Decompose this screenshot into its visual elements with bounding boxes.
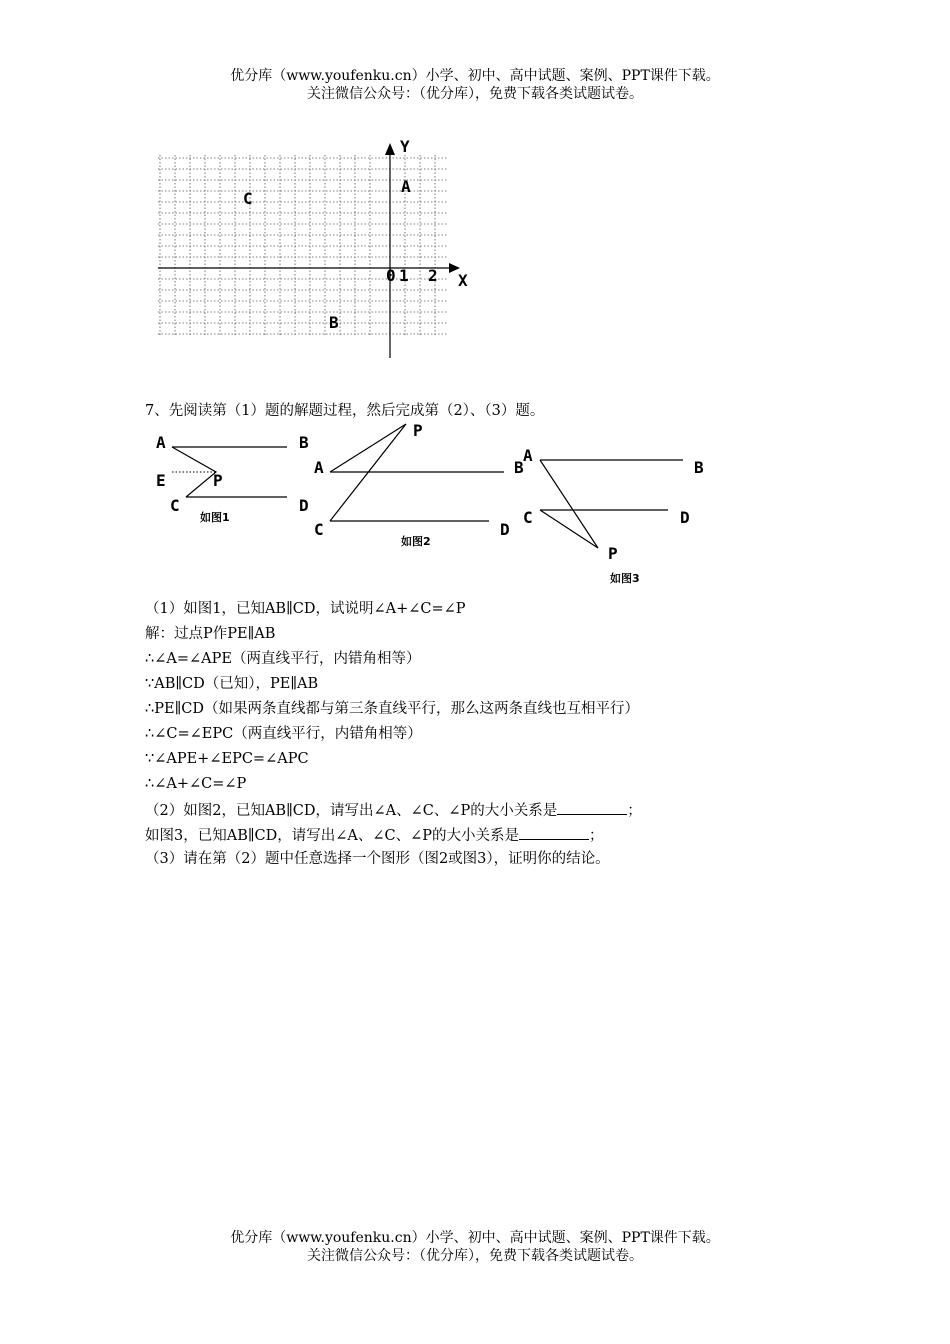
fig1-caption: 如图1 xyxy=(200,511,230,524)
end-mark-2: ； xyxy=(589,828,604,844)
question-2-fig3-line xyxy=(145,825,604,845)
solution-line-4: ∵AB∥CD（已知），PE∥AB xyxy=(145,676,319,692)
footer-line-2: 关注微信公众号：（优分库），免费下载各类试题试卷。 xyxy=(307,1248,643,1264)
header-line-2: 关注微信公众号：（优分库），免费下载各类试题试卷。 xyxy=(307,86,643,102)
fig2-label-d: D xyxy=(500,520,510,539)
solution-line-6: ∴∠C=∠EPC（两直线平行，内错角相等） xyxy=(145,726,422,742)
fig1-label-e: E xyxy=(156,471,166,490)
fig2-caption: 如图2 xyxy=(401,535,431,548)
header-line-1: 优分库（www.youfenku.cn）小学、初中、高中试题、案例、PPT课件下载。 xyxy=(230,68,720,84)
solution-line-3: ∴∠A=∠APE（两直线平行，内错角相等） xyxy=(145,651,421,667)
origin-label: 0 xyxy=(386,266,396,285)
question-3-line: （3）请在第（2）题中任意选择一个图形（图2或图3），证明你的结论。 xyxy=(145,851,610,867)
figure-3 xyxy=(0,0,950,600)
fig3-label-c: C xyxy=(523,508,533,527)
solution-line-1: （1）如图1，已知AB∥CD，试说明∠A+∠C=∠P xyxy=(145,601,466,617)
point-a-label: A xyxy=(401,177,411,196)
fig2-label-a: A xyxy=(314,458,324,477)
answer-blank-fig2[interactable] xyxy=(557,800,627,815)
solution-line-7: ∵∠APE+∠EPC=∠APC xyxy=(145,751,309,767)
fig2-label-c: C xyxy=(314,520,324,539)
point-b-label: B xyxy=(329,313,339,332)
fig1-label-a: A xyxy=(156,433,166,452)
fig3-caption: 如图3 xyxy=(610,572,640,585)
solution-line-5: ∴PE∥CD（如果两条直线都与第三条直线平行，那么这两条直线也互相平行） xyxy=(145,701,639,717)
solution-line-2: 解：过点P作PE∥AB xyxy=(145,626,276,642)
question-2-fig2-text: （2）如图2，已知AB∥CD，请写出∠A、∠C、∠P的大小关系是 xyxy=(145,803,558,819)
fig2-label-p: P xyxy=(413,421,423,440)
point-c-label: C xyxy=(243,189,253,208)
question-2-fig3-text: 如图3，已知AB∥CD，请写出∠A、∠C、∠P的大小关系是 xyxy=(145,828,520,844)
tick-label-2: 2 xyxy=(428,266,438,285)
fig3-label-a: A xyxy=(523,446,533,465)
x-axis-label: X xyxy=(458,271,468,290)
answer-blank-fig3[interactable] xyxy=(519,825,589,840)
footer-line-1: 优分库（www.youfenku.cn）小学、初中、高中试题、案例、PPT课件下载。 xyxy=(230,1230,720,1246)
y-axis-label: Y xyxy=(400,137,410,156)
fig3-line-apc xyxy=(540,460,598,548)
fig3-label-b: B xyxy=(694,458,704,477)
question-7-title: 7、先阅读第（1）题的解题过程，然后完成第（2）、（3）题。 xyxy=(145,403,545,419)
fig1-label-p: P xyxy=(213,471,223,490)
question-2-fig2-line xyxy=(145,800,642,820)
fig1-label-b: B xyxy=(299,433,309,452)
fig1-label-c: C xyxy=(170,496,180,515)
page-footer xyxy=(0,1229,950,1265)
tick-label-1: 1 xyxy=(399,266,409,285)
fig1-label-d: D xyxy=(299,496,309,515)
end-mark-1: ； xyxy=(627,803,642,819)
fig3-label-p: P xyxy=(608,544,618,563)
fig2-label-b: B xyxy=(514,458,524,477)
fig3-label-d: D xyxy=(680,508,690,527)
solution-line-8: ∴∠A+∠C=∠P xyxy=(145,776,247,792)
